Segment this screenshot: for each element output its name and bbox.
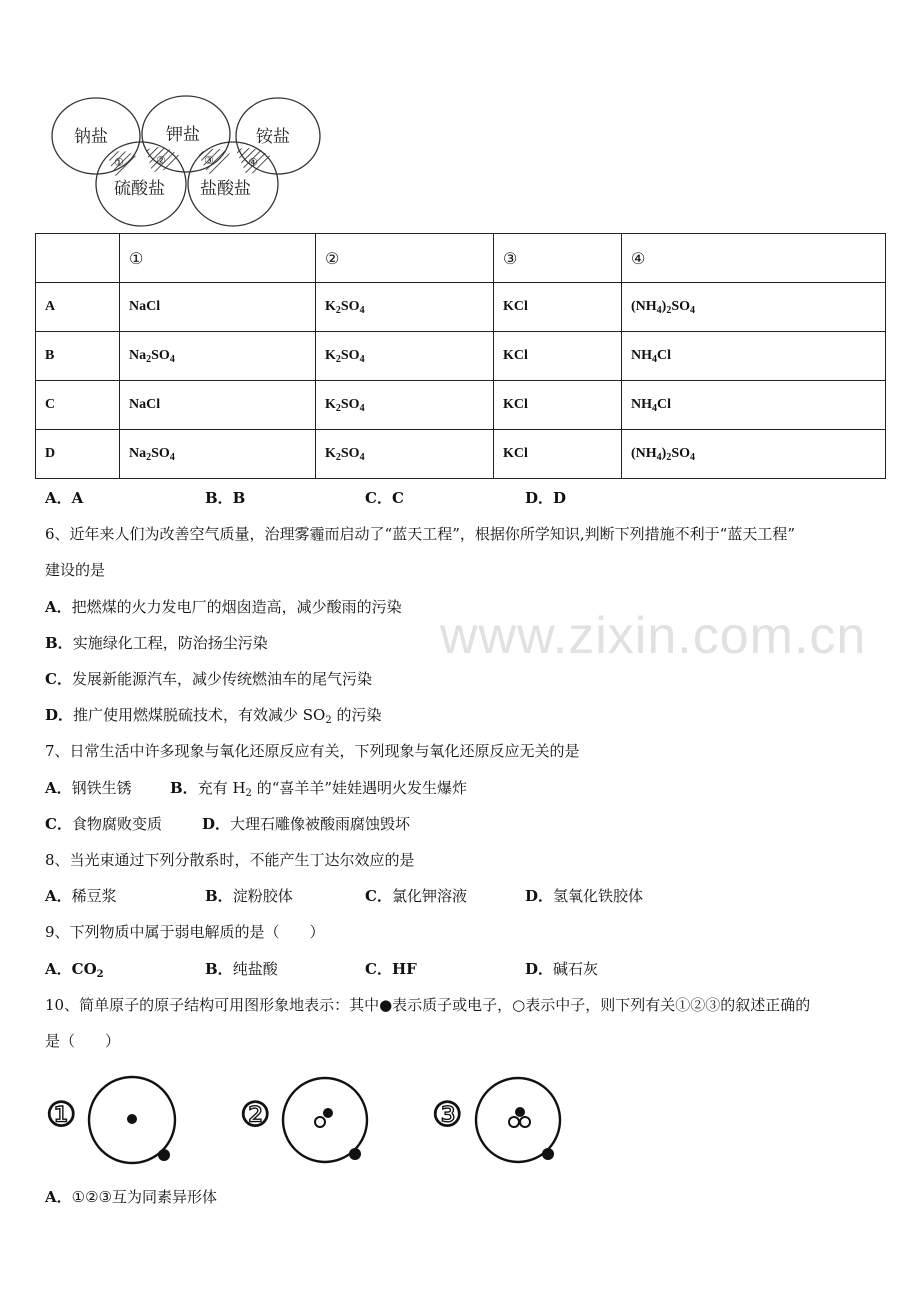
q6-option-d: D．推广使用燃煤脱硫技术，有效减少 $SO_2$ 的污染 bbox=[45, 706, 382, 726]
q9-stem: 9、下列物质中属于弱电解质的是（ ） bbox=[45, 923, 325, 941]
cell: KCl bbox=[494, 332, 622, 381]
q8-stem: 8、当光束通过下列分散系时，不能产生丁达尔效应的是 bbox=[45, 851, 415, 869]
atom-3-proton bbox=[515, 1107, 525, 1117]
atom-3-neutron bbox=[509, 1117, 519, 1127]
row-label: C bbox=[36, 381, 120, 430]
q9-option-d: D．碱石灰 bbox=[525, 960, 599, 978]
q6-stem-cont: 建设的是 bbox=[45, 561, 106, 579]
q9-option-b: B．纯盐酸 bbox=[205, 960, 278, 978]
watermark: www.zixin.com.cn bbox=[440, 607, 867, 665]
cell: KCl bbox=[494, 381, 622, 430]
atom-label-2: ② bbox=[240, 1095, 271, 1135]
q5-option-d: D．D bbox=[525, 489, 567, 507]
cell: KCl bbox=[494, 283, 622, 332]
atom-3-neutron bbox=[520, 1117, 530, 1127]
q6-option-c: C．发展新能源汽车，减少传统燃油车的尾气污染 bbox=[45, 670, 372, 688]
header-cell: ② bbox=[316, 234, 494, 283]
cell: $NH_4Cl$ bbox=[622, 381, 886, 430]
q10-stem: 10、简单原子的原子结构可用图形象地表示：其中●表示质子或电子，○表示中子，则下列有关①②③的叙述正确的 bbox=[45, 996, 811, 1014]
q5-option-a: A．A bbox=[45, 489, 84, 507]
q8-option-c: C．氯化钾溶液 bbox=[365, 887, 467, 905]
q7-stem: 7、日常生活中许多现象与氧化还原反应有关，下列现象与氧化还原反应无关的是 bbox=[45, 742, 580, 760]
venn-label-sodium: 钠盐 bbox=[74, 127, 108, 147]
q7-option-b: B．充有 $H_2$ 的“喜羊羊”娃娃遇明火发生爆炸 bbox=[170, 779, 468, 799]
atom-2-neutron bbox=[315, 1117, 325, 1127]
cell: NaCl bbox=[120, 283, 316, 332]
cell: KCl bbox=[494, 430, 622, 479]
q5-option-b: B．B bbox=[205, 489, 246, 507]
header-cell: ① bbox=[120, 234, 316, 283]
cell: NaCl bbox=[120, 381, 316, 430]
venn-label-ammonium: 铵盐 bbox=[256, 127, 290, 147]
cell: $K_2SO_4$ bbox=[316, 283, 494, 332]
q8-option-d: D．氢氧化铁胶体 bbox=[525, 887, 644, 905]
atom-2-electron bbox=[349, 1148, 361, 1160]
q6-stem: 6、近年来人们为改善空气质量，治理雾霾而启动了“蓝天工程”，根据你所学知识,判断下列措施不利于“蓝天工程” bbox=[45, 525, 795, 543]
cell: $K_2SO_4$ bbox=[316, 332, 494, 381]
atom-1-proton bbox=[127, 1114, 137, 1124]
q7-option-d: D．大理石雕像被酸雨腐蚀毁坏 bbox=[202, 815, 411, 833]
table-row bbox=[36, 430, 886, 479]
q5-option-c: C．C bbox=[365, 489, 404, 507]
cell: $K_2SO_4$ bbox=[316, 381, 494, 430]
salt-venn-diagram bbox=[48, 94, 328, 228]
header-cell: ④ bbox=[622, 234, 886, 283]
atom-1-electron bbox=[158, 1149, 170, 1161]
table-row bbox=[36, 381, 886, 430]
table-row bbox=[36, 332, 886, 381]
venn-label-sulfate: 硫酸盐 bbox=[114, 179, 165, 199]
table-header-row bbox=[36, 234, 886, 283]
q7-option-c: C．食物腐败变质 bbox=[45, 815, 162, 833]
atom-2-proton bbox=[323, 1108, 333, 1118]
cell: $Na_2SO_4$ bbox=[120, 430, 316, 479]
venn-region-4: ④ bbox=[248, 156, 258, 169]
row-label: B bbox=[36, 332, 120, 381]
venn-label-chloride: 盐酸盐 bbox=[200, 179, 251, 199]
atom-diagrams bbox=[44, 1068, 584, 1172]
venn-region-1: ① bbox=[114, 156, 124, 169]
atom-label-1: ① bbox=[46, 1095, 77, 1135]
q6-option-a: A．把燃煤的火力发电厂的烟囱造高，减少酸雨的污染 bbox=[45, 598, 402, 616]
header-cell: ③ bbox=[494, 234, 622, 283]
q9-option-c: C．HF bbox=[365, 960, 417, 978]
header-cell bbox=[36, 234, 120, 283]
table-row bbox=[36, 283, 886, 332]
cell: $K_2SO_4$ bbox=[316, 430, 494, 479]
cell: $Na_2SO_4$ bbox=[120, 332, 316, 381]
q10-option-a: A．①②③互为同素异形体 bbox=[45, 1188, 217, 1206]
options-table bbox=[35, 233, 886, 479]
venn-region-3: ③ bbox=[204, 154, 214, 167]
q9-option-a: A．$CO_2$ bbox=[45, 960, 104, 980]
venn-label-potassium: 钾盐 bbox=[166, 125, 200, 145]
q8-option-b: B．淀粉胶体 bbox=[205, 887, 293, 905]
q6-option-b: B．实施绿化工程，防治扬尘污染 bbox=[45, 634, 268, 652]
venn-region-2: ② bbox=[156, 154, 166, 167]
q8-option-a: A．稀豆浆 bbox=[45, 887, 117, 905]
atom-label-3: ③ bbox=[432, 1095, 463, 1135]
atom-3-electron bbox=[542, 1148, 554, 1160]
cell: $(NH_4)_2SO_4$ bbox=[622, 430, 886, 479]
q7-option-a: A．钢铁生锈 bbox=[45, 779, 132, 797]
cell: $NH_4Cl$ bbox=[622, 332, 886, 381]
cell: $(NH_4)_2SO_4$ bbox=[622, 283, 886, 332]
row-label: A bbox=[36, 283, 120, 332]
row-label: D bbox=[36, 430, 120, 479]
q10-stem-cont: 是（ ） bbox=[45, 1032, 121, 1050]
